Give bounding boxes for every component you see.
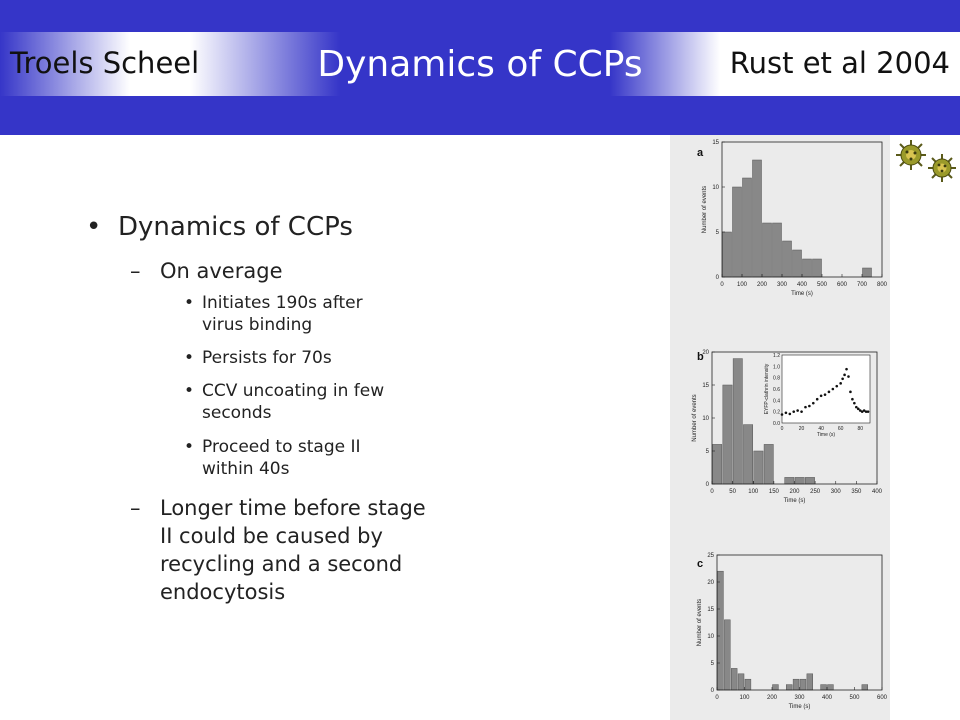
panel-a-bar xyxy=(763,223,772,277)
inset-point xyxy=(820,395,823,398)
inset-x-tick-label: 60 xyxy=(837,426,844,432)
panel-a-bar xyxy=(863,268,872,277)
panel-b-y-tick-label: 0 xyxy=(705,482,709,488)
inset-point xyxy=(867,410,870,413)
panel-b-x-tick-label: 300 xyxy=(830,489,841,495)
inset-point xyxy=(816,398,819,401)
panel-c-bar xyxy=(828,685,834,690)
inset-point xyxy=(847,375,850,378)
panel-b-bar xyxy=(713,444,722,484)
panel-c-y-tick-label: 5 xyxy=(710,661,714,667)
panel-b-y-tick-label: 20 xyxy=(702,350,709,356)
panel-b-bar xyxy=(743,425,752,484)
panel-c-bar xyxy=(821,685,827,690)
panel-a-bar xyxy=(793,250,802,277)
panel-c-bar xyxy=(786,685,792,690)
inset-y-tick-label: 0.2 xyxy=(773,409,780,416)
virus-particle-icon xyxy=(925,151,959,185)
inset-point xyxy=(851,398,854,401)
inset-point xyxy=(853,402,856,405)
inset-point xyxy=(800,410,803,413)
item-persists-line-1: • Persists for 70s xyxy=(202,348,332,368)
inset-y-tick-label: 1.0 xyxy=(773,364,780,371)
panel-b-bar xyxy=(764,444,773,484)
item-proceed xyxy=(202,436,361,480)
item-initiates xyxy=(202,292,363,336)
inset-point xyxy=(841,378,844,381)
panel-a-x-tick-label: 200 xyxy=(756,282,768,288)
panel-a-bar xyxy=(753,160,762,277)
item-proceed-line-2: within 40s xyxy=(202,459,290,479)
inset-point xyxy=(781,413,784,416)
longer-time-line-4: endocytosis xyxy=(160,580,286,604)
inset-point xyxy=(808,405,811,408)
inset-y-tick-label: 0.4 xyxy=(773,398,780,405)
inset-x-axis-label: Time (s) xyxy=(816,432,836,438)
inset-x-tick-label: 0 xyxy=(780,426,784,432)
inset-point xyxy=(824,393,827,396)
panel-b-y-axis-label: Number of events xyxy=(692,394,698,442)
item-uncoating-line-2: seconds xyxy=(202,403,272,423)
author-name: Troels Scheel xyxy=(10,46,200,80)
item-uncoating-line-1: • CCV uncoating in few xyxy=(202,381,385,401)
panel-b-x-tick-label: 100 xyxy=(748,489,759,495)
item-persists xyxy=(202,347,332,369)
slide-title: Dynamics of CCPs xyxy=(317,44,643,85)
panel-c-x-tick-label: 100 xyxy=(739,695,750,701)
panel-c-bar xyxy=(745,679,751,690)
panel-c-axes-frame xyxy=(717,555,882,690)
sub-bullet-on-average: – On average xyxy=(160,257,282,285)
panel-c-bar xyxy=(724,620,730,690)
citation: Rust et al 2004 xyxy=(729,46,950,80)
panel-c-bar xyxy=(738,674,744,690)
inset-y-tick-label: 0.6 xyxy=(773,387,780,393)
item-proceed-line-1: • Proceed to stage II xyxy=(202,437,361,457)
longer-time-line-3: recycling and a second xyxy=(160,552,403,576)
panel-c-bar xyxy=(773,685,779,690)
panel-a-x-tick-label: 100 xyxy=(736,282,748,288)
panel-c-y-tick-label: 15 xyxy=(707,607,714,613)
panel-a-bar xyxy=(733,187,742,277)
panel-a-y-tick-label: 0 xyxy=(715,275,719,281)
panel-b-y-tick-label: 10 xyxy=(702,416,709,422)
panel-c-y-tick-label: 25 xyxy=(707,553,714,559)
panel-a-x-tick-label: 300 xyxy=(776,282,788,288)
panel-c-x-tick-label: 0 xyxy=(715,695,719,701)
inset-point xyxy=(785,412,788,415)
inset-point xyxy=(857,408,860,411)
inset-point xyxy=(792,410,795,413)
inset-point xyxy=(855,406,858,409)
histogram-figure xyxy=(670,135,890,720)
panel-a-bar xyxy=(813,259,822,277)
panel-b-x-tick-label: 150 xyxy=(768,489,779,495)
inset-frame xyxy=(782,355,870,423)
panel-a-x-tick-label: 800 xyxy=(876,282,888,288)
panel-a-y-tick-label: 10 xyxy=(712,185,719,191)
inset-x-tick-label: 20 xyxy=(798,426,805,432)
item-uncoating xyxy=(202,380,384,424)
panel-a-x-tick-label: 500 xyxy=(816,282,828,288)
panel-b-x-tick-label: 0 xyxy=(710,489,714,495)
panel-c-y-tick-label: 0 xyxy=(710,688,714,694)
panel-b-bar xyxy=(733,359,742,484)
panel-a-x-tick-label: 700 xyxy=(856,282,868,288)
item-initiates-line-1: • Initiates 190s after xyxy=(202,293,363,313)
panel-c-y-tick-label: 10 xyxy=(707,634,714,640)
panel-b-x-tick-label: 350 xyxy=(851,489,862,495)
panel-a-bar xyxy=(743,178,752,277)
panel-b-y-tick-label: 5 xyxy=(705,449,709,455)
inset-point xyxy=(839,382,842,385)
item-initiates-line-2: virus binding xyxy=(202,315,313,335)
inset-point xyxy=(828,391,831,394)
panel-a-x-tick-label: 0 xyxy=(720,282,724,288)
inset-y-axis-label: EYFP-clathrin intensity xyxy=(764,363,770,415)
panel-c-x-tick-label: 400 xyxy=(821,695,833,701)
inset-point xyxy=(843,374,846,377)
panel-a-y-axis-label: Number of events xyxy=(702,185,708,234)
inset-y-tick-label: 0.8 xyxy=(773,375,780,382)
virus-particle-icon xyxy=(893,137,929,173)
panel-c-bar xyxy=(731,668,737,690)
panel-b-label: b xyxy=(697,351,704,364)
panel-b-bar xyxy=(723,385,732,484)
inset-x-tick-label: 40 xyxy=(818,426,824,432)
panel-a-bar xyxy=(783,241,792,277)
panel-c-bar xyxy=(793,679,799,690)
panel-c-y-axis-label: Number of events xyxy=(697,598,703,647)
inset-point xyxy=(789,413,792,416)
panel-c-bar xyxy=(800,679,806,690)
panel-a-bar xyxy=(773,223,782,277)
panel-b-bar xyxy=(795,477,804,484)
longer-time-line-1: – Longer time before stage xyxy=(160,496,426,520)
panel-c-y-tick-label: 20 xyxy=(707,580,714,586)
panel-b-x-axis-label: Time (s) xyxy=(783,498,806,504)
panel-b-bar xyxy=(785,477,794,484)
panel-b-y-tick-label: 15 xyxy=(702,383,709,389)
panel-b-bar xyxy=(754,451,763,484)
inset-y-tick-label: 0.0 xyxy=(773,421,780,427)
bullet-heading: • Dynamics of CCPs xyxy=(118,212,353,242)
panel-c-x-tick-label: 500 xyxy=(849,695,860,701)
panel-c-x-axis-label: Time (s) xyxy=(788,704,811,710)
panel-a-y-tick-label: 15 xyxy=(712,140,719,146)
inset-y-tick-label: 1.2 xyxy=(773,353,780,359)
panel-a-x-axis-label: Time (s) xyxy=(791,291,813,297)
panel-b-x-tick-label: 250 xyxy=(810,489,821,495)
inset-point xyxy=(832,388,835,391)
panel-a-y-tick-label: 5 xyxy=(715,230,719,236)
inset-point xyxy=(845,368,848,371)
panel-a-label: a xyxy=(697,147,704,160)
inset-point xyxy=(812,402,815,405)
histogram-figure-svg xyxy=(670,135,890,720)
inset-point xyxy=(835,385,838,388)
inset-point xyxy=(804,406,807,409)
panel-a-x-tick-label: 600 xyxy=(836,282,848,288)
sub-bullet-longer-time xyxy=(160,494,426,606)
panel-c-x-tick-label: 300 xyxy=(794,695,805,701)
longer-time-line-2: II could be caused by xyxy=(160,524,383,548)
panel-c-label: c xyxy=(697,558,704,571)
inset-x-tick-label: 80 xyxy=(857,426,864,432)
panel-c-bar xyxy=(807,674,813,690)
panel-b-bar xyxy=(805,477,814,484)
panel-b-x-tick-label: 400 xyxy=(871,489,883,495)
panel-a-bar xyxy=(803,259,812,277)
panel-a-x-tick-label: 400 xyxy=(796,282,808,288)
panel-b-x-tick-label: 50 xyxy=(729,489,736,495)
panel-a-bar xyxy=(723,232,732,277)
panel-c-bar xyxy=(718,571,724,690)
panel-c-x-tick-label: 600 xyxy=(876,695,888,701)
inset-point xyxy=(849,391,852,394)
inset-point xyxy=(796,409,799,412)
panel-c-x-tick-label: 200 xyxy=(766,695,778,701)
panel-b-x-tick-label: 200 xyxy=(789,489,800,495)
panel-c-bar xyxy=(862,685,868,690)
